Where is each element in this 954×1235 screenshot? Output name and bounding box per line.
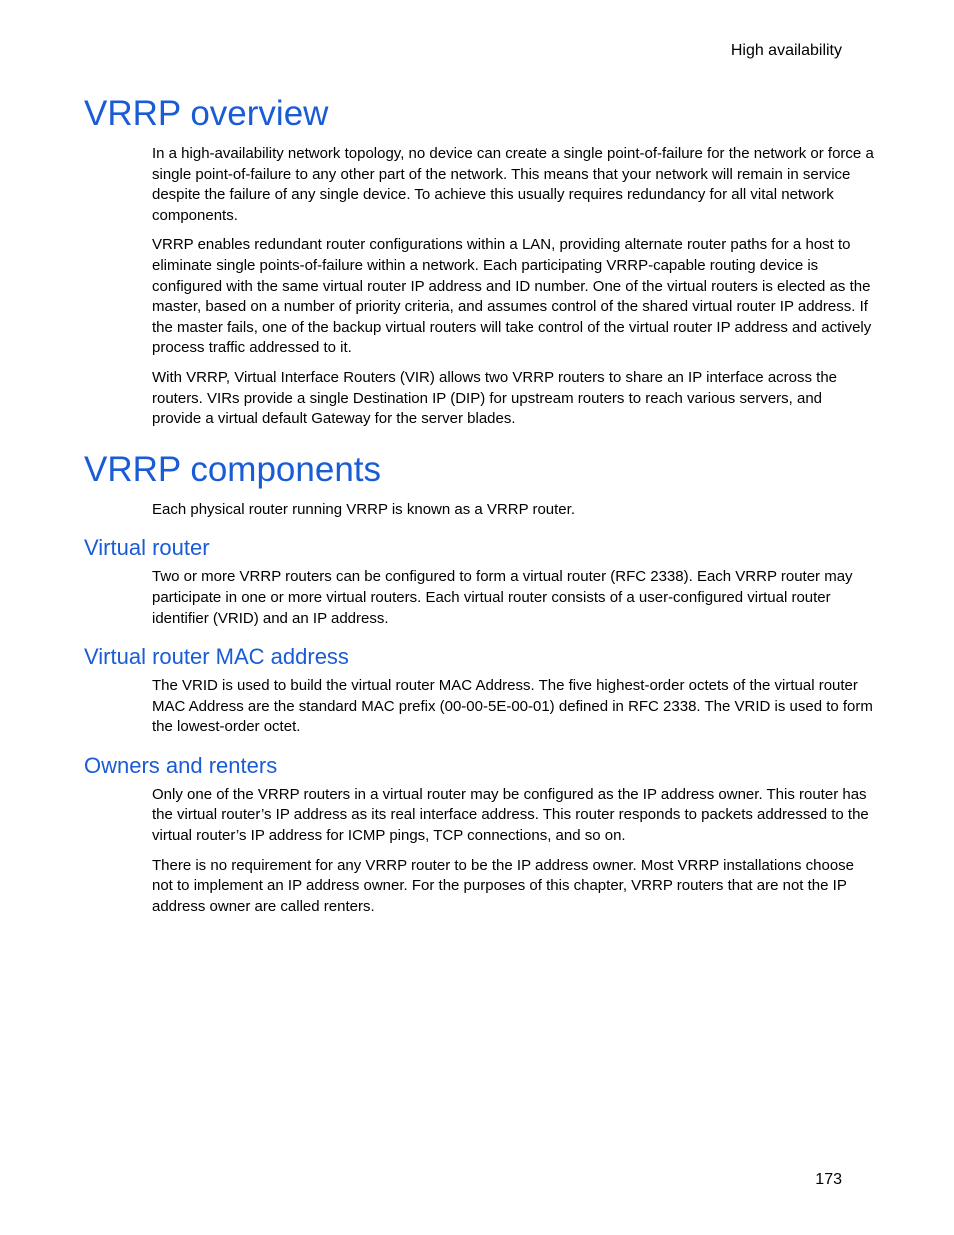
paragraph: In a high-availability network topology, no device can create a single point-of-failure for the network or force a single point-of-failure to any other part of the network. This means that your network will remain in service despite the failure of any single device. To achieve this usually requires redundancy for all vital network components.	[152, 145, 874, 224]
heading-vrrp-overview: VRRP overview	[84, 94, 329, 133]
paragraph: The VRID is used to build the virtual router MAC Address. The five highest-order octets of the virtual router MAC Address are the standard MAC prefix (00-00-5E-00-01) defined in RFC 2338. The VRID is used to form the lowest-order octet.	[152, 677, 873, 736]
subheading-owners-and-renters: Owners and renters	[84, 752, 278, 778]
paragraph: With VRRP, Virtual Interface Routers (VIR) allows two VRRP routers to share an IP interface across the routers. VIRs provide a single Destination IP (DIP) for upstream routers to reach various servers, and provide a virtual default Gateway for the server blades.	[152, 368, 838, 428]
paragraph: Each physical router running VRRP is known as a VRRP router.	[152, 500, 575, 518]
paragraph: There is no requirement for any VRRP router to be the IP address owner. Most VRRP installations choose not to implement an IP address owner. For the purposes of this chapter, VRRP routers that are not the IP address owner are called renters.	[152, 856, 855, 915]
page-number: 173	[815, 1171, 842, 1188]
page-content	[84, 92, 874, 926]
subheading-virtual-router-mac-address: Virtual router MAC address	[84, 644, 349, 670]
paragraph: Only one of the VRRP routers in a virtual router may be configured as the IP address owner. This router has the virtual router’s IP address as its real interface address. This router responds to packets addressed to the virtual router’s IP address for ICMP pings, TCP connections, and so on.	[152, 785, 869, 845]
paragraph: Two or more VRRP routers can be configured to form a virtual router (RFC 2338). Each VRRP router may participate in one or more virtual routers. Each virtual router consists of a user-configured virtual router identifier (VRID) and an IP address.	[152, 568, 853, 627]
paragraph: VRRP enables redundant router configurations within a LAN, providing alternate router paths for a host to eliminate single points-of-failure within a network. Each participating VRRP-capable routing device is configured with the same virtual router IP address and ID number. One of the virtual routers is elected as the master, based on a number of priority criteria, and assumes control of the shared virtual router IP address. If the master fails, one of the backup virtual routers will take control of the virtual router IP address and actively process traffic addressed to it.	[152, 236, 872, 357]
heading-vrrp-components: VRRP components	[84, 449, 382, 489]
subheading-virtual-router: Virtual router	[84, 535, 210, 561]
running-header: High availability	[730, 42, 842, 59]
